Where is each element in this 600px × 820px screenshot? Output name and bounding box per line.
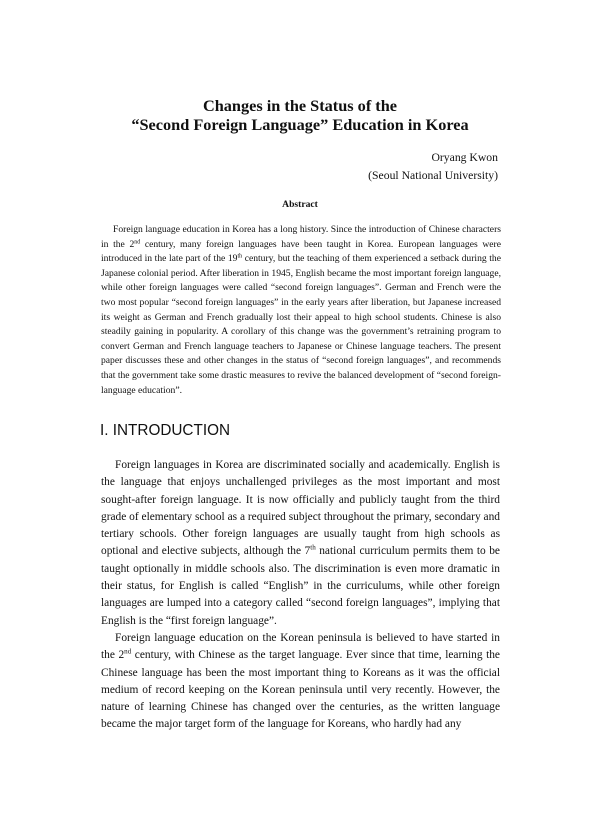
section-heading-introduction: I. INTRODUCTION <box>100 422 231 439</box>
paragraph-1-part-1: Foreign languages in Korea are discriminated socially and academically. English is the language that enjoys unchallenged privileges as the most important and most sought-after foreign language. It is now officially and publicly taught from the third grade of elementary school as a required subject throughout the primary, secondary and tertiary schools. Other foreign languages are usually taught from high schools as optional and elective subjects, although the 7 <box>101 459 500 558</box>
abstract-text-part-2: century, many foreign languages have been taught in Korea. European languages were introduced in the late part of the 19 <box>101 238 501 265</box>
paragraph-1-superscript: th <box>310 544 316 553</box>
paragraph-2-part-2: century, with Chinese as the target language. Ever since that time, learning the Chinese language has been the most important thing to Koreans as it was the official medium of record keeping on the Korean peninsula until very recently. However, the nature of learning Chinese has changed over the centuries, as the written language became the major target form of the language for Koreans, who hardly had any <box>101 649 500 731</box>
paragraph-1-part-2: national curriculum permits them to be taught optionally in middle schools also. The discrimination is even more dramatic in their status, for English is called “English” in the curriculums, while other foreign languages are lumped into a category called “second foreign languages”, implying that English is the “first foreign language”. <box>101 545 500 627</box>
body-paragraph <box>101 630 500 734</box>
paper-title <box>100 96 500 134</box>
paragraph-2-superscript: nd <box>124 647 132 656</box>
paper-title-line-1: Changes in the Status of the <box>202 96 398 115</box>
author-block <box>368 149 498 185</box>
abstract-text-part-1: Foreign language education in Korea has a long history. Since the introduction of Chinese characters in the 2 <box>101 224 501 250</box>
author-affiliation: (Seoul National University) <box>368 169 498 182</box>
body-paragraph <box>101 457 500 630</box>
paragraph-2-part-1: Foreign language education on the Korean peninsula is believed to have started in the 2 <box>101 631 500 662</box>
body-text <box>101 457 500 734</box>
abstract-superscript-2: th <box>237 253 243 260</box>
abstract-superscript-1: nd <box>134 238 141 245</box>
abstract-heading: Abstract <box>282 199 318 210</box>
paper-title-line-2: “Second Foreign Language” Education in Korea <box>131 115 469 134</box>
abstract-text-part-3: century, but the teaching of them experienced a setback during the Japanese colonial period. After liberation in 1945, English became the most important foreign language, while other foreign languages were called “second foreign languages”. German and French were the two most popular “second foreign languages” in the early years after liberation, but Japanese increased its weight as German and French gradually lost their appeal to high school students. Chinese is also steadily gaining in popularity. A corollary of this change was the government’s retraining program to convert German and French language teachers to Japanese or Chinese language teachers. The present paper discusses these and other changes in the status of “second foreign languages”, and recommends that the government take some drastic measures to revive the balanced development of “second foreign-language education”. <box>101 253 501 396</box>
abstract-text <box>101 223 501 398</box>
author-name: Oryang Kwon <box>431 151 498 164</box>
